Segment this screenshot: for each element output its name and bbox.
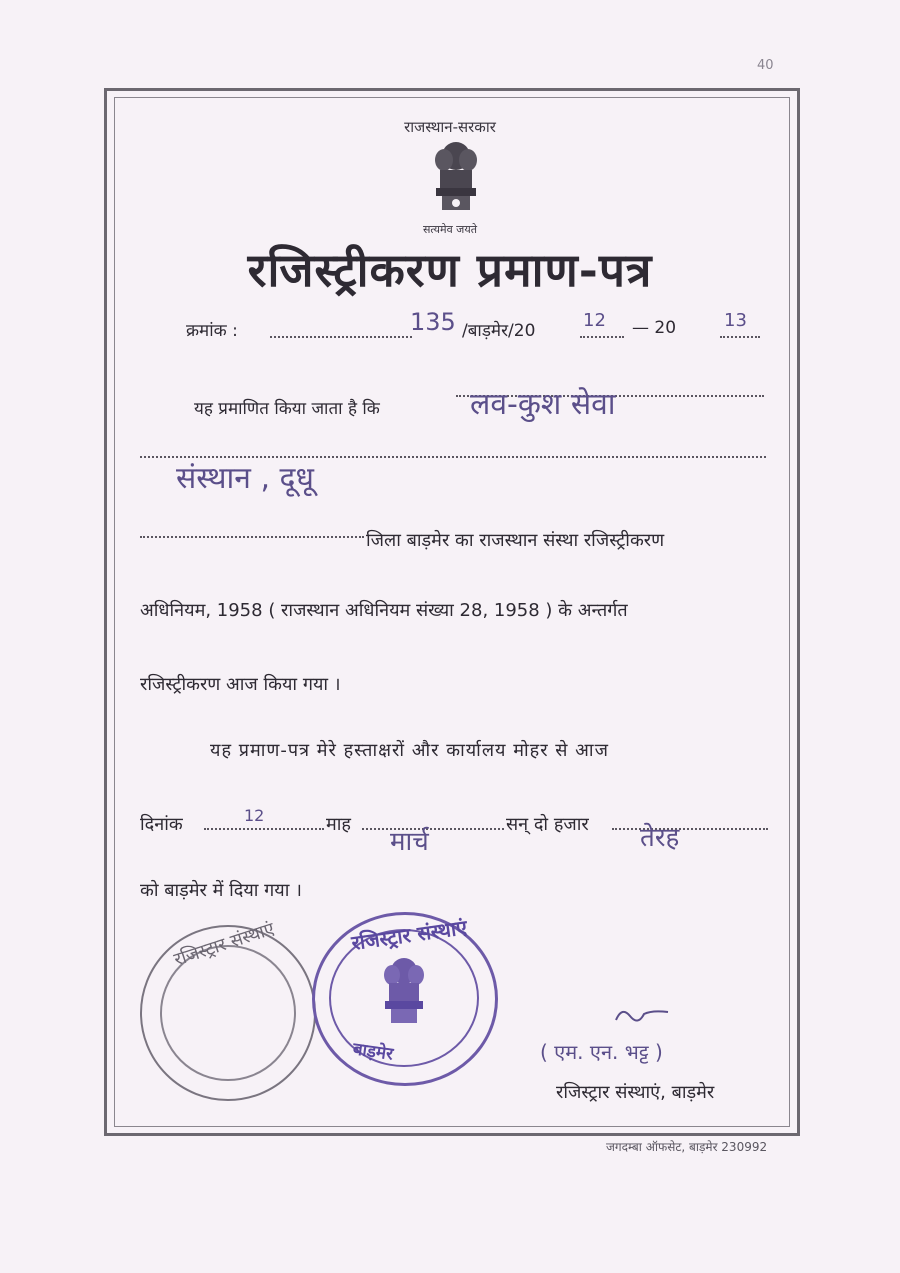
serial-number: 135 bbox=[410, 308, 456, 336]
motto: सत्यमेव जयते bbox=[422, 223, 477, 236]
month-label: माह bbox=[326, 814, 351, 835]
body-line3: जिला बाड़मेर का राजस्थान संस्था रजिस्ट्रीकरण bbox=[366, 530, 665, 551]
signature-mark bbox=[612, 1002, 672, 1026]
year-value: तेरह bbox=[640, 823, 680, 853]
body-line8: को बाड़मेर में दिया गया । bbox=[140, 880, 302, 901]
serial-dash: — 20 bbox=[632, 318, 677, 338]
date-value: 12 bbox=[244, 806, 265, 825]
serial-dots bbox=[270, 336, 412, 338]
seal-left-text: रजिस्ट्रार संस्थाएं bbox=[171, 918, 277, 971]
signatory-title: रजिस्ट्रार संस्थाएं, बाड़मेर bbox=[556, 1082, 715, 1103]
body-line6: यह प्रमाण-पत्र मेरे हस्ताक्षरों और कार्यालय मोहर से आज bbox=[210, 740, 609, 761]
body-line4: अधिनियम, 1958 ( राजस्थान अधिनियम संख्या 28, 1958 ) के अन्तर्गत bbox=[140, 600, 628, 621]
serial-place-year: /बाड़मेर/20 bbox=[462, 321, 536, 341]
certify-prefix: यह प्रमाणित किया जाता है कि bbox=[194, 399, 380, 419]
registrar-seal-purple bbox=[312, 912, 498, 1086]
seal-emblem-icon bbox=[377, 953, 431, 1031]
state-government-heading: राजस्थान-सरकार bbox=[404, 118, 496, 136]
certificate-title: रजिस्ट्रीकरण प्रमाण-पत्र bbox=[247, 243, 653, 297]
serial-year-to: 13 bbox=[724, 310, 747, 331]
signatory-name: ( एम. एन. भट्ट ) bbox=[540, 1040, 663, 1064]
seal-right-bottom-text: बाड़मेर bbox=[351, 1039, 395, 1065]
printer-imprint: जगदम्बा ऑफसेट, बाड़मेर 230992 bbox=[606, 1140, 768, 1154]
date-dots bbox=[204, 828, 324, 830]
registrar-seal-grey bbox=[140, 918, 316, 1101]
serial-year-from-dots bbox=[580, 336, 624, 338]
org-name-line2: संस्थान , दूधू bbox=[176, 461, 314, 496]
district-dots bbox=[140, 536, 364, 538]
date-label: दिनांक bbox=[140, 814, 183, 835]
month-value: मार्च bbox=[390, 827, 429, 857]
serial-label: क्रमांक : bbox=[186, 321, 238, 341]
serial-year-to-dots bbox=[720, 336, 760, 338]
seal-right-top-text: रजिस्ट्रार संस्थाएं bbox=[349, 915, 469, 955]
org-name-line1: लव-कुश सेवा bbox=[470, 387, 616, 422]
month-dots bbox=[362, 828, 504, 830]
page-number: 40 bbox=[757, 58, 774, 73]
body-line5: रजिस्ट्रीकरण आज किया गया । bbox=[140, 674, 341, 695]
state-emblem-icon bbox=[428, 138, 484, 218]
serial-year-from: 12 bbox=[583, 310, 606, 331]
year-dots bbox=[612, 828, 768, 830]
year-label: सन् दो हजार bbox=[506, 814, 589, 835]
